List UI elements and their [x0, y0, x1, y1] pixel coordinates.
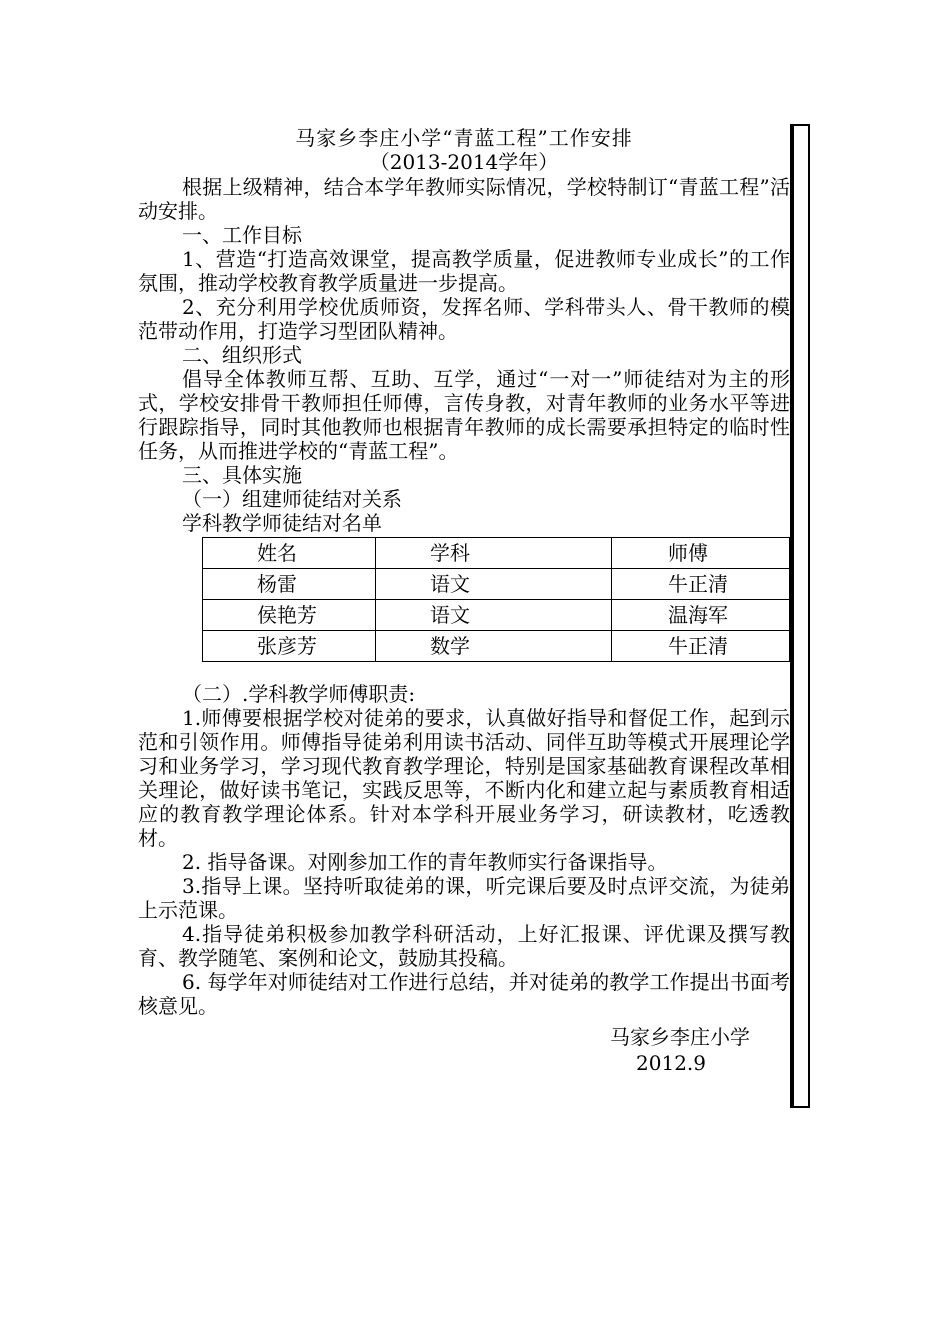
signature-school: 马家乡李庄小学	[610, 1025, 750, 1049]
goal-paragraph-2: 2、充分利用学校优质师资，发挥名师、学科带头人、骨干教师的模范带动作用，打造学习型团队精神。	[138, 295, 790, 343]
table-header-cell: 学科	[376, 538, 612, 569]
table-row	[203, 569, 790, 600]
subsection-heading-duties: （二）.学科教学师傅职责:	[182, 682, 416, 706]
section-heading-organization: 二、组织形式	[182, 343, 302, 367]
table-row	[203, 631, 790, 662]
section-heading-implementation: 三、具体实施	[182, 463, 302, 487]
duty-paragraph-1: 1.师傅要根据学校对徒弟的要求，认真做好指导和督促工作，起到示范和引领作用。师傅指导徒弟利用读书活动、同伴互助等模式开展理论学习和业务学习，学习现代教育教学理论，特别是国家基础教育课程改革相关理论，做好读书笔记，实践反思等，不断内化和建立起与素质教育相适应的教育教学理论体系。针对本学科开展业务学习，研读教材，吃透教材。	[138, 706, 790, 850]
organization-paragraph: 倡导全体教师互帮、互助、互学，通过“一对一”师徒结对为主的形式，学校安排骨干教师担任师傅，言传身教，对青年教师的业务水平等进行跟踪指导，同时其他教师也根据青年教师的成长需要承担特定的临时性任务，从而推进学校的“青蓝工程”。	[138, 367, 790, 463]
page-border-bar-top	[790, 124, 810, 126]
page-border-bar-right	[808, 124, 810, 1108]
table-cell-mentor: 牛正清	[612, 631, 790, 662]
duty-paragraph-6: 6. 每学年对师徒结对工作进行总结，并对徒弟的教学工作提出书面考核意见。	[138, 970, 790, 1018]
table-cell-subject: 语文	[376, 600, 612, 631]
duty-paragraph-4: 4.指导徒弟积极参加教学科研活动，上好汇报课、评优课及撰写教育、教学随笔、案例和论文，鼓励其投稿。	[138, 922, 790, 970]
document-title: 马家乡李庄小学“青蓝工程”工作安排	[295, 126, 633, 150]
table-header-cell: 师傅	[612, 538, 790, 569]
table-cell-subject: 语文	[376, 569, 612, 600]
intro-paragraph: 根据上级精神，结合本学年教师实际情况，学校特制订“青蓝工程”活动安排。	[138, 175, 790, 223]
table-cell-name: 张彦芳	[203, 631, 376, 662]
table-cell-mentor: 温海军	[612, 600, 790, 631]
goal-paragraph-1: 1、营造“打造高效课堂，提高教学质量，促进教师专业成长”的工作氛围，推动学校教育教学质量进一步提高。	[138, 247, 790, 295]
pairing-table-wrapper	[202, 537, 790, 662]
table-cell-name: 侯艳芳	[203, 600, 376, 631]
table-header-cell: 姓名	[203, 538, 376, 569]
table-cell-mentor: 牛正清	[612, 569, 790, 600]
section-heading-goals: 一、工作目标	[182, 223, 302, 247]
pairing-table	[202, 537, 790, 662]
table-row	[203, 600, 790, 631]
table-caption: 学科教学师徒结对名单	[182, 511, 382, 535]
document-subtitle: （2013-2014学年）	[369, 150, 559, 174]
page-border-bar-bottom	[790, 1106, 810, 1108]
document-body	[138, 126, 790, 1076]
duty-paragraph-2: 2. 指导备课。对刚参加工作的青年教师实行备课指导。	[182, 850, 668, 874]
table-header-row	[203, 538, 790, 569]
signature-date: 2012.9	[636, 1051, 706, 1075]
subsection-heading-pairing: （一）组建师徒结对关系	[182, 487, 402, 511]
table-cell-name: 杨雷	[203, 569, 376, 600]
duty-paragraph-3: 3.指导上课。坚持听取徒弟的课，听完课后要及时点评交流，为徒弟上示范课。	[138, 874, 790, 922]
table-cell-subject: 数学	[376, 631, 612, 662]
page-border-bar	[790, 124, 794, 1108]
